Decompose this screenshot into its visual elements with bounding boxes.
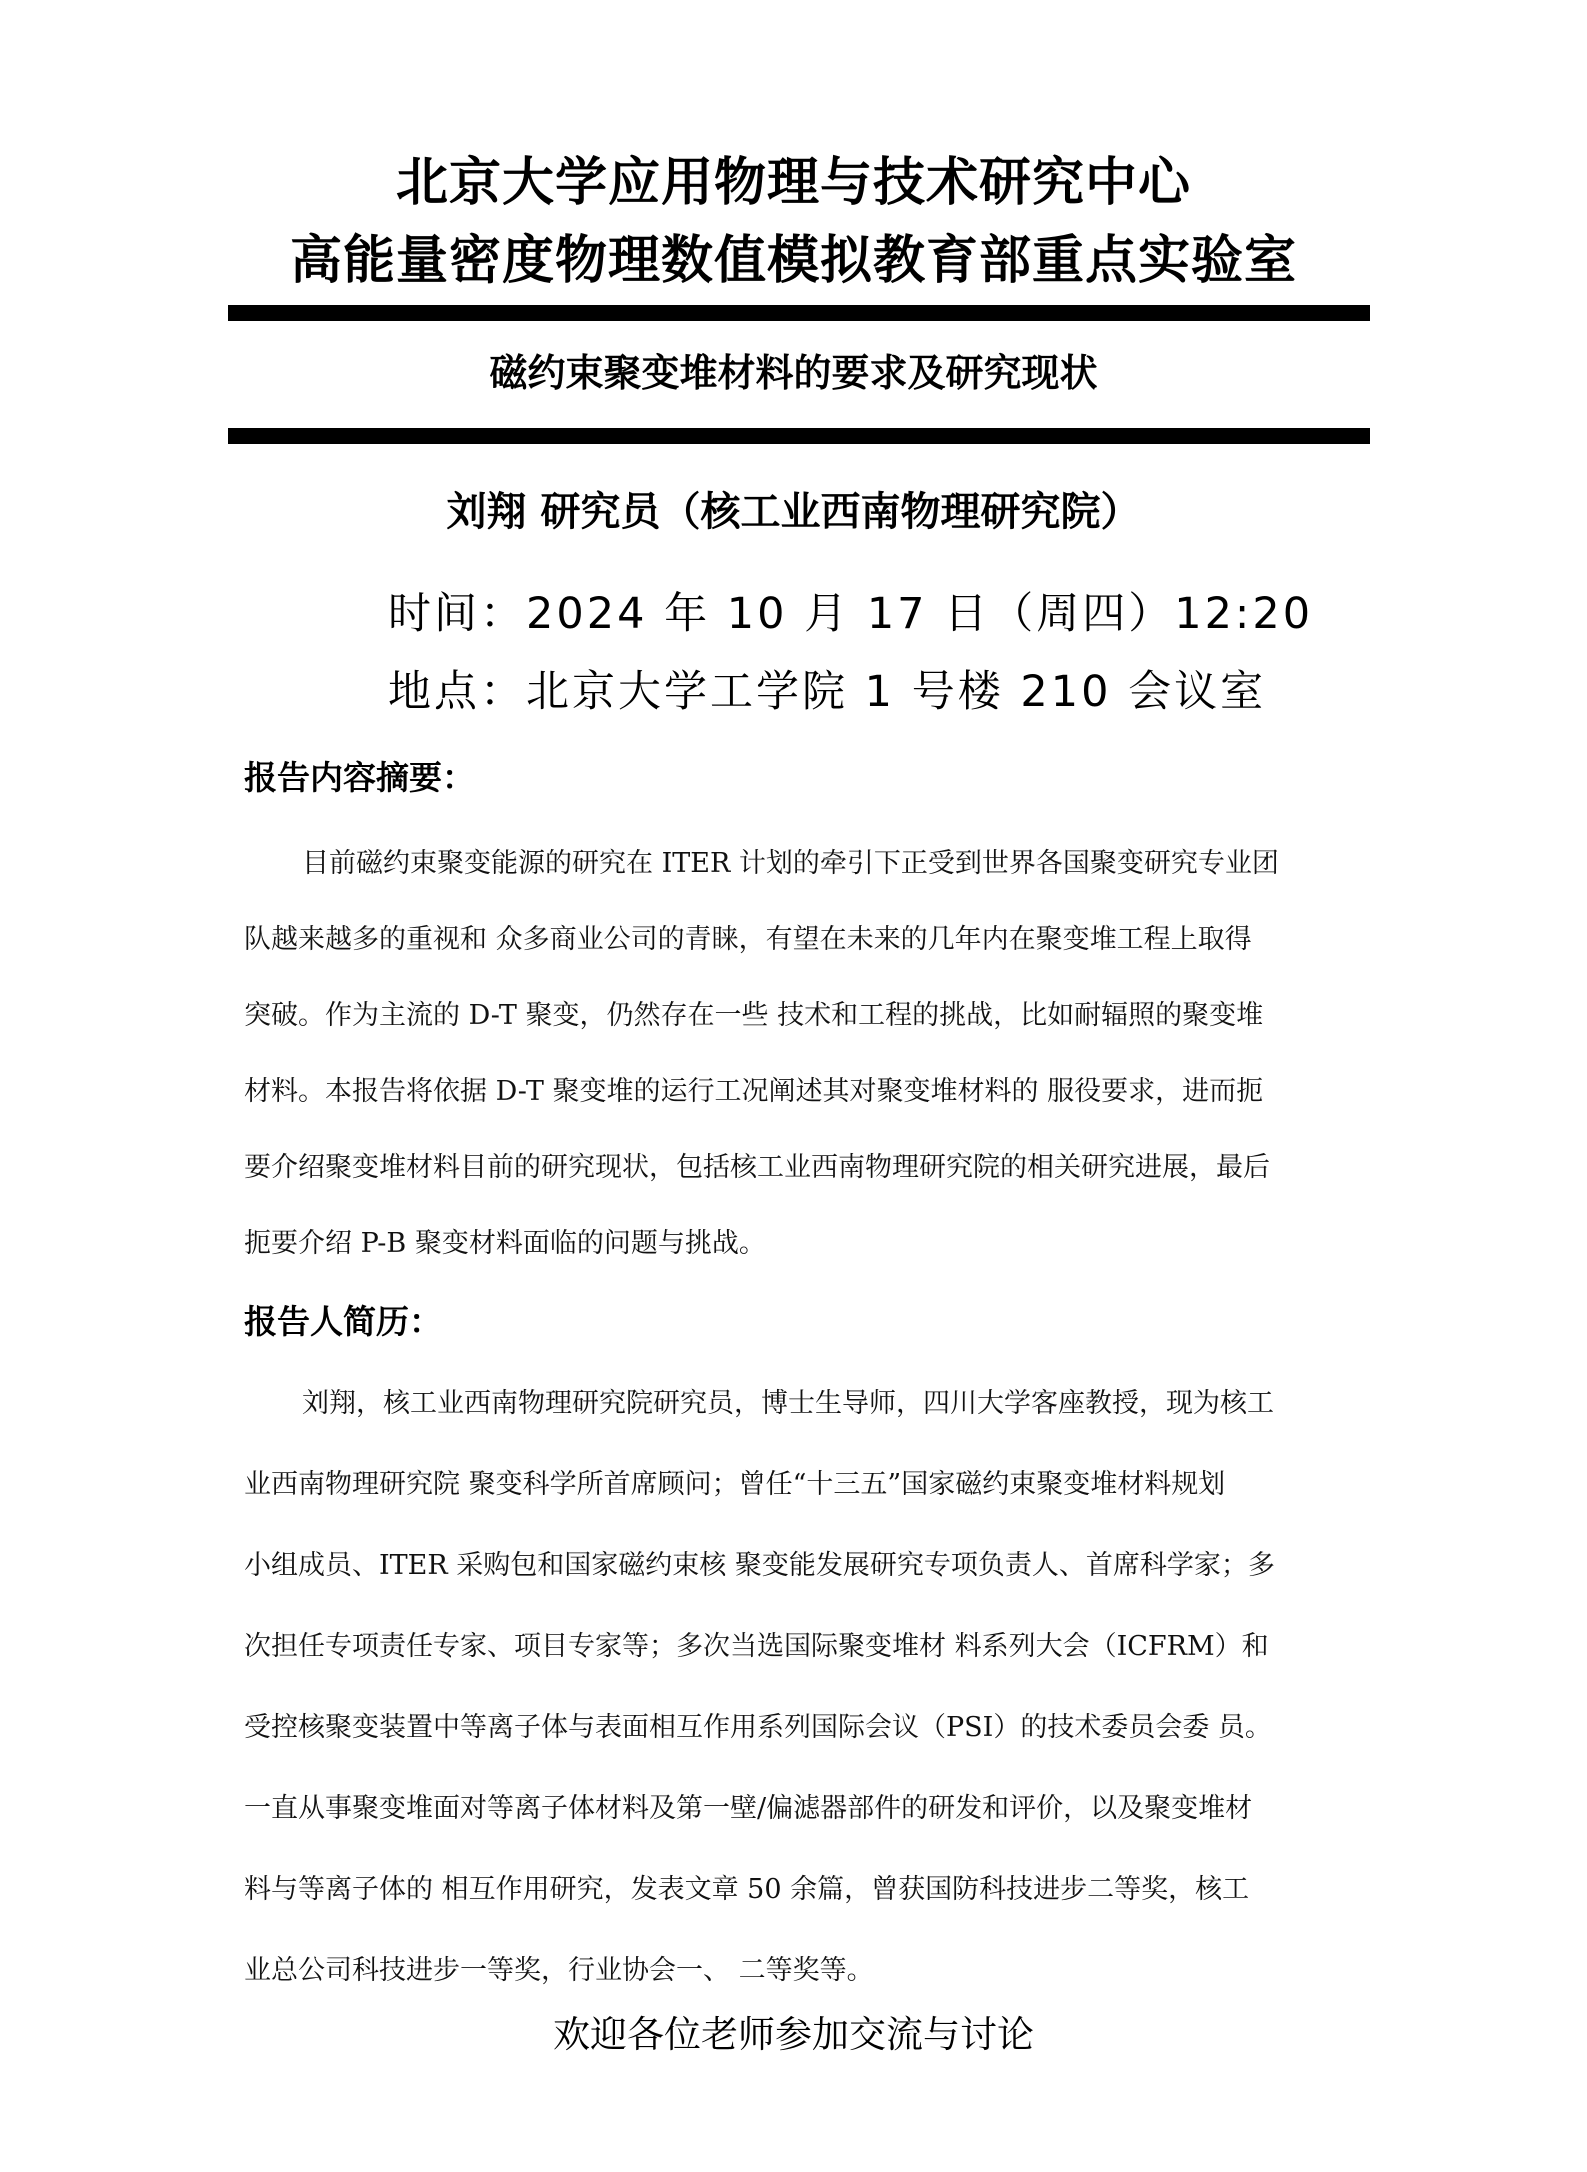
abstract-line: 要介绍聚变堆材料目前的研究现状，包括核工业西南物理研究院的相关研究进展，最后 xyxy=(244,1152,1270,1183)
abstract-line: 队越来越多的重视和 众多商业公司的青睐，有望在未来的几年内在聚变堆工程上取得 xyxy=(244,924,1252,955)
bio-line: 业总公司科技进步一等奖，行业协会一、 二等奖等。 xyxy=(244,1955,874,1986)
bio-line: 刘翔，核工业西南物理研究院研究员，博士生导师，四川大学客座教授，现为核工 xyxy=(302,1388,1274,1419)
talk-time: 时间：2024 年 10 月 17 日（周四）12:20 xyxy=(388,589,1314,639)
bottom-divider xyxy=(228,428,1370,444)
bio-paragraph xyxy=(244,1385,1354,2033)
organizer-line-1: 北京大学应用物理与技术研究中心 xyxy=(395,153,1191,213)
bio-line: 料与等离子体的 相互作用研究，发表文章 50 余篇，曾获国防科技进步二等奖，核工 xyxy=(244,1874,1250,1905)
top-divider xyxy=(228,305,1370,321)
abstract-line: 扼要介绍 P-B 聚变材料面临的问题与挑战。 xyxy=(244,1228,766,1259)
abstract-line: 目前磁约束聚变能源的研究在 ITER 计划的牵引下正受到世界各国聚变研究专业团 xyxy=(302,848,1279,879)
bio-line: 次担任专项责任专家、项目专家等；多次当选国际聚变堆材 料系列大会（ICFRM）和 xyxy=(244,1631,1269,1662)
abstract-paragraph xyxy=(244,845,1354,1301)
abstract-line: 突破。作为主流的 D-T 聚变，仍然存在一些 技术和工程的挑战，比如耐辐照的聚变堆 xyxy=(244,1000,1264,1031)
organizer-line-2: 高能量密度物理数值模拟教育部重点实验室 xyxy=(289,231,1297,291)
bio-line: 一直从事聚变堆面对等离子体材料及第一壁/偏滤器部件的研发和评价，以及聚变堆材 xyxy=(244,1793,1253,1824)
abstract-line: 材料。本报告将依据 D-T 聚变堆的运行工况阐述其对聚变堆材料的 服役要求，进而扼 xyxy=(244,1076,1264,1107)
bio-heading: 报告人简历： xyxy=(244,1302,442,1341)
welcome-message: 欢迎各位老师参加交流与讨论 xyxy=(553,2013,1034,2056)
talk-place: 地点：北京大学工学院 1 号楼 210 会议室 xyxy=(388,667,1267,717)
abstract-heading: 报告内容摘要： xyxy=(244,758,475,797)
bio-line: 业西南物理研究院 聚变科学所首席顾问；曾任“十三五”国家磁约束聚变堆材料规划 xyxy=(244,1469,1226,1500)
bio-line: 受控核聚变装置中等离子体与表面相互作用系列国际会议（PSI）的技术委员会委 员。 xyxy=(244,1712,1272,1743)
speaker-line: 刘翔 研究员（核工业西南物理研究院） xyxy=(446,489,1141,535)
talk-title: 磁约束聚变堆材料的要求及研究现状 xyxy=(489,351,1098,395)
bio-line: 小组成员、ITER 采购包和国家磁约束核 聚变能发展研究专项负责人、首席科学家；多 xyxy=(244,1550,1275,1581)
